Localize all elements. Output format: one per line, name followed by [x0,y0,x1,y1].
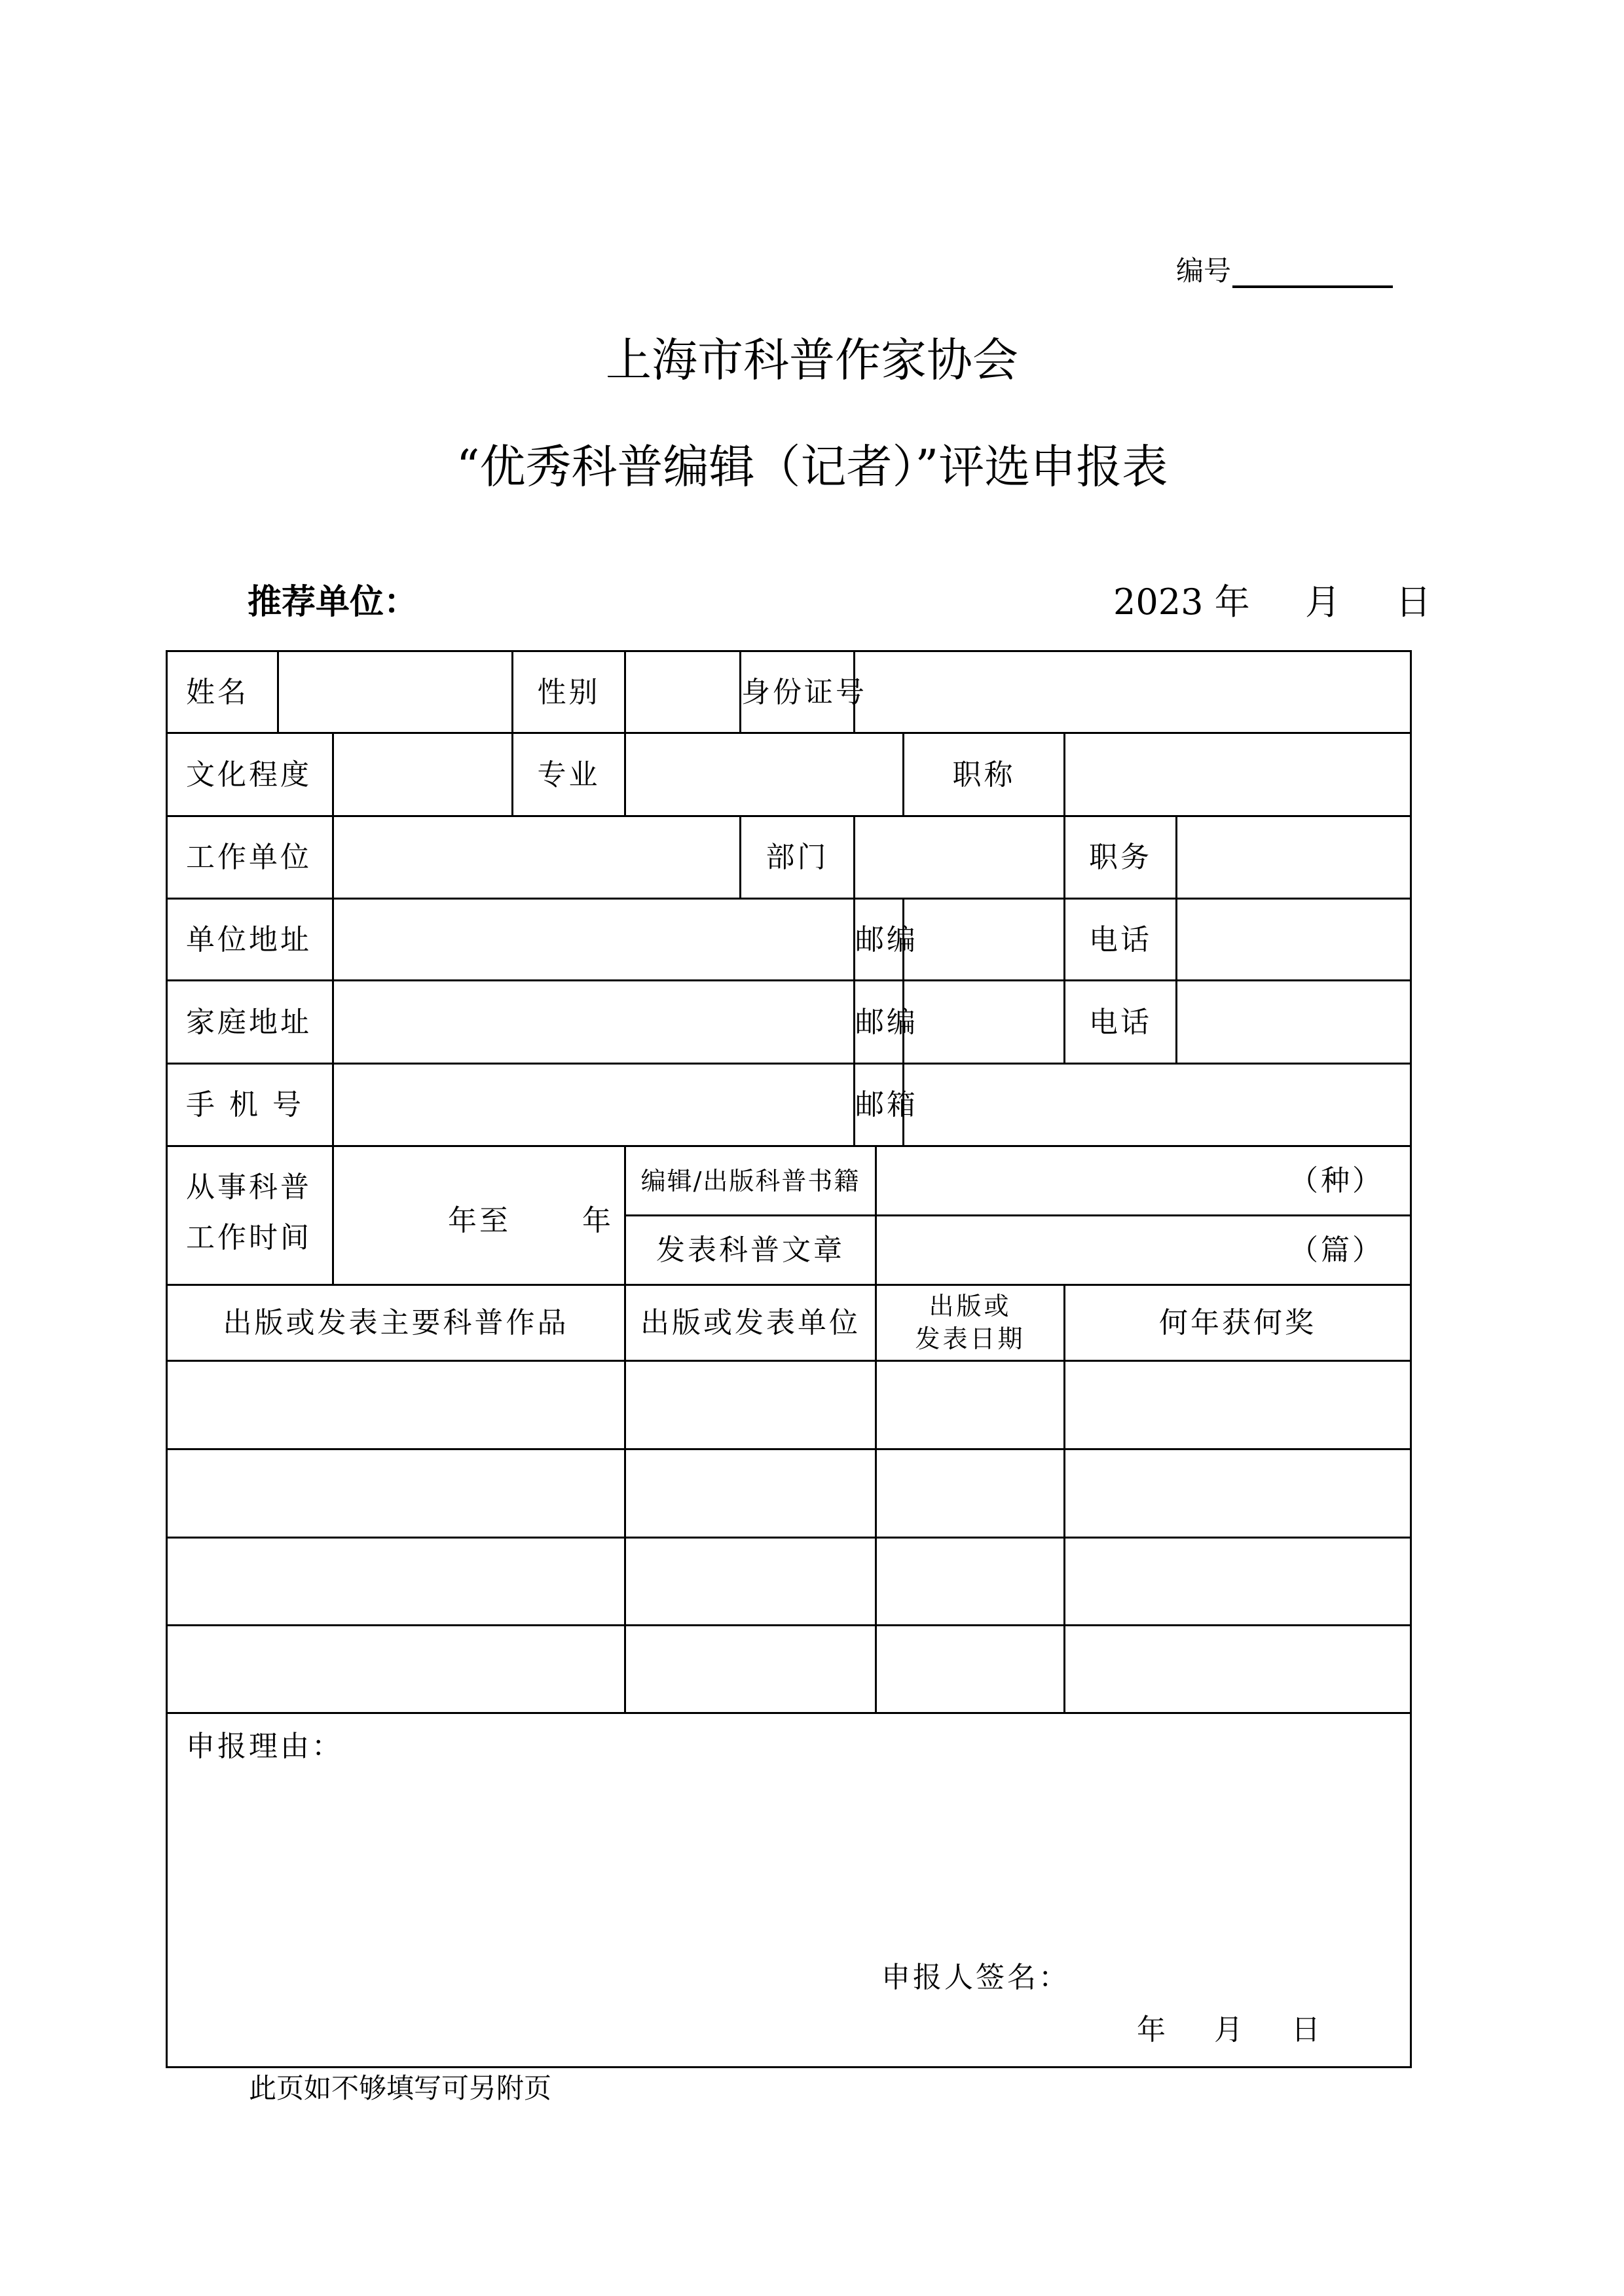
document-title-form: “优秀科普编辑（记者）”评选申报表 [456,440,1168,494]
articles-label: 发表科普文章 [625,1216,876,1285]
books-label: 编辑/出版科普书籍 [625,1146,876,1216]
footnote: 此页如不够填写可另附页 [249,2072,552,2104]
name-input[interactable] [278,651,513,733]
career-label-line2: 工作时间 [186,1221,312,1255]
mobile-input[interactable] [333,1063,855,1146]
works-header-date-line2: 发表日期 [915,1324,1025,1354]
work-postcode-input[interactable] [904,899,1065,981]
gender-label: 性别 [513,651,625,733]
mobile-label: 手 机 号 [167,1063,333,1146]
serial-number-field [1176,254,1393,288]
serial-number-blank[interactable] [1232,255,1393,288]
education-label: 文化程度 [167,733,333,816]
work-title-cell[interactable] [167,1537,625,1625]
work-phone-label: 电话 [1065,899,1177,981]
signature-year: 年 [1137,2013,1168,2047]
home-phone-input[interactable] [1177,981,1411,1063]
position-input[interactable] [1177,816,1411,898]
works-header-row [167,1285,1411,1360]
application-form-table [166,650,1412,2068]
reason-cell[interactable] [167,1713,1411,2068]
books-count[interactable]: （种） [876,1146,1411,1216]
work-date-cell[interactable] [876,1537,1065,1625]
row-work-address [167,899,1411,981]
date-year: 2023 年 [1113,581,1250,623]
gender-input[interactable] [625,651,741,733]
home-phone-label: 电话 [1065,981,1177,1063]
career-duration-label [167,1146,333,1285]
row-mobile [167,1063,1411,1146]
email-label: 邮箱 [855,1063,904,1146]
row-home-address [167,981,1411,1063]
career-duration-input[interactable] [333,1146,625,1285]
work-publisher-cell[interactable] [625,1626,876,1713]
major-input[interactable] [625,733,904,816]
work-award-cell[interactable] [1065,1360,1411,1449]
work-address-input[interactable] [333,899,855,981]
department-input[interactable] [855,816,1065,898]
row-education [167,733,1411,816]
row-career-books [167,1146,1411,1216]
signature-label: 申报人签名： [881,1961,1070,1995]
recommender-field [248,579,418,625]
works-header-publisher: 出版或发表单位 [625,1285,876,1360]
serial-number-label: 编号 [1176,255,1232,287]
work-award-cell[interactable] [1065,1626,1411,1713]
signature-month: 月 [1214,2013,1246,2047]
works-row [167,1360,1411,1449]
work-postcode-label: 邮编 [855,899,904,981]
works-header-date-line1: 出版或 [929,1292,1012,1321]
education-input[interactable] [333,733,513,816]
works-row [167,1449,1411,1537]
home-address-label: 家庭地址 [167,981,333,1063]
document-title-organization: 上海市科普作家协会 [606,333,1018,387]
career-label-line1: 从事科普 [186,1171,312,1205]
name-label: 姓名 [167,651,278,733]
professional-title-input[interactable] [1065,733,1411,816]
signature-date [1137,2012,1369,2048]
major-label: 专业 [513,733,625,816]
signature-day: 日 [1291,2013,1323,2047]
home-postcode-input[interactable] [904,981,1065,1063]
reason-label: 申报理由： [186,1730,343,1764]
id-number-input[interactable] [855,651,1411,733]
works-header-date [876,1285,1065,1360]
work-award-cell[interactable] [1065,1537,1411,1625]
email-input[interactable] [904,1063,1411,1146]
work-date-cell[interactable] [876,1360,1065,1449]
works-row [167,1626,1411,1713]
works-header-title: 出版或发表主要科普作品 [167,1285,625,1360]
career-from-label: 年至 [448,1204,511,1238]
works-header-award: 何年获何奖 [1065,1285,1411,1360]
id-number-label: 身份证号 [741,651,855,733]
work-date-cell[interactable] [876,1449,1065,1537]
home-address-input[interactable] [333,981,855,1063]
career-to-label: 年 [582,1204,614,1238]
position-label: 职务 [1065,816,1177,898]
employer-label: 工作单位 [167,816,333,898]
work-title-cell[interactable] [167,1626,625,1713]
date-day: 日 [1395,581,1431,623]
date-month: 月 [1304,581,1340,623]
row-employer [167,816,1411,898]
works-row [167,1537,1411,1625]
work-address-label: 单位地址 [167,899,333,981]
professional-title-label: 职称 [904,733,1065,816]
work-publisher-cell[interactable] [625,1537,876,1625]
home-postcode-label: 邮编 [855,981,904,1063]
recommender-label: 推荐单位： [248,582,418,622]
work-publisher-cell[interactable] [625,1360,876,1449]
work-publisher-cell[interactable] [625,1449,876,1537]
work-date-cell[interactable] [876,1626,1065,1713]
work-title-cell[interactable] [167,1449,625,1537]
department-label: 部门 [741,816,855,898]
employer-input[interactable] [333,816,741,898]
work-title-cell[interactable] [167,1360,625,1449]
work-award-cell[interactable] [1065,1449,1411,1537]
work-phone-input[interactable] [1177,899,1411,981]
application-date [1113,579,1431,625]
articles-count[interactable]: （篇） [876,1216,1411,1285]
row-personal [167,651,1411,733]
reason-row [167,1713,1411,2068]
